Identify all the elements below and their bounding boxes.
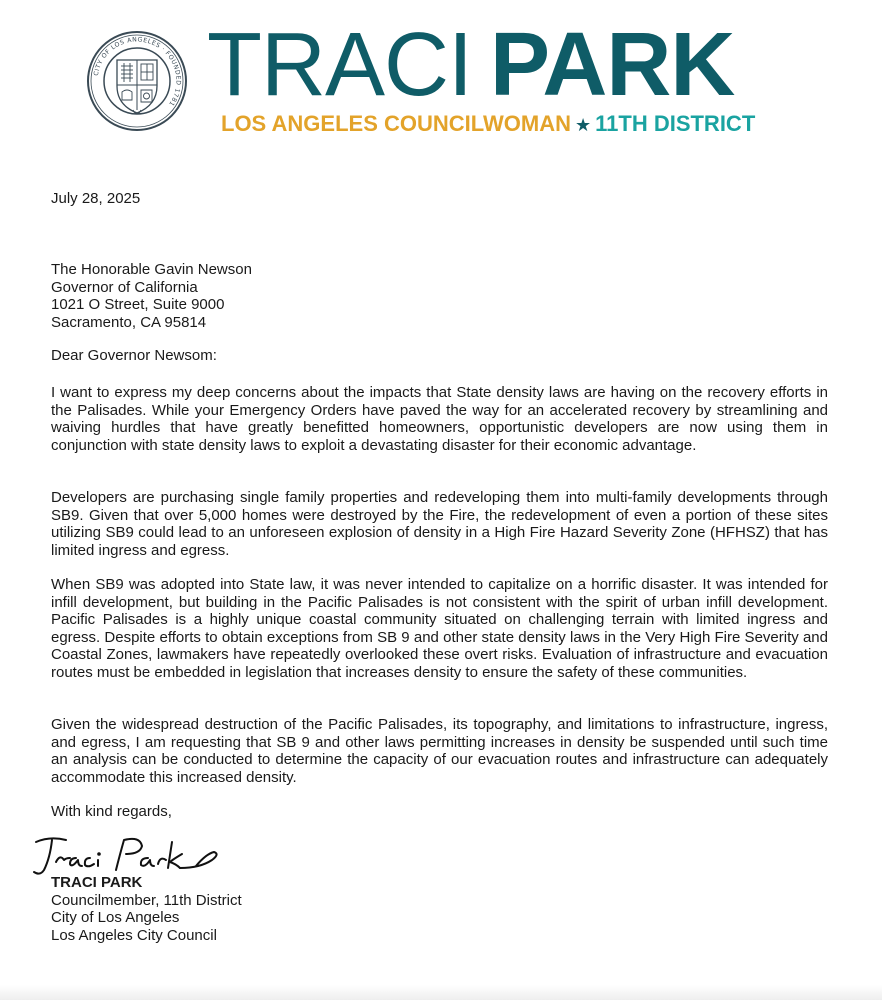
body-paragraph-1: I want to express my deep concerns about the impacts that State density laws are having on the recovery efforts in the Palisades. While your Emergency Orders have paved the way for an accelerated recovery by streamlining and waiving hurdles that have greatly benefitted homeowners, opportunistic developers are now using them in conjunction with state density laws to exploit a devastating disaster for their economic advantage. <box>51 384 828 454</box>
salutation: Dear Governor Newsom: <box>51 347 217 364</box>
signature-block <box>51 874 242 944</box>
star-icon: ★ <box>574 115 592 135</box>
signer-org-council: Los Angeles City Council <box>51 926 217 944</box>
recipient-address <box>51 261 252 331</box>
tagline-city: LOS ANGELES <box>221 111 378 136</box>
body-paragraph-2: Developers are purchasing single family properties and redeveloping them into multi-family developments through SB9. Given that over 5,000 homes were destroyed by the Fire, the redevelopment of even a portion of these sites utilizing SB9 could lead to an unforeseen explosion of density in a High Fire Hazard Severity Zone (HFHSZ) that has limited ingress and egress. <box>51 489 828 559</box>
letterhead-tagline <box>221 111 755 138</box>
letter-date: July 28, 2025 <box>51 190 141 207</box>
signer-org-city: City of Los Angeles <box>51 909 180 926</box>
letterhead-name <box>207 15 735 115</box>
seal-text: CITY OF LOS ANGELES · FOUNDED 1781 <box>92 36 182 108</box>
letterhead-last-name: PARK <box>490 15 735 115</box>
recipient-name: The Honorable Gavin Newson <box>51 261 252 278</box>
recipient-street: 1021 O Street, Suite 9000 <box>51 296 225 313</box>
signer-name: TRACI PARK <box>51 874 143 891</box>
body-paragraph-4: Given the widespread destruction of the Pacific Palisades, its topography, and limitations to infrastructure, ingress, and egress, I am requesting that SB 9 and other laws permitting increases in density be suspended until such time an analysis can be conducted to determine the capacity of our evacuation routes and infrastructure can adequately accommodate this increased density. <box>51 716 828 786</box>
recipient-title: Governor of California <box>51 278 198 296</box>
body-paragraph-3: When SB9 was adopted into State law, it was never intended to capitalize on a horrific disaster. It was intended for infill development, but building in the Pacific Palisades is not consistent with the spirit of urban infill development. Pacific Palisades is a highly unique coastal community situated on challenging terrain with limited ingress and egress. Despite efforts to obtain exceptions from SB 9 and other state density laws in the Very High Fire Severity and Coastal Zones, lawmakers have repeatedly overlooked these overt risks. Evaluation of infrastructure and evacuation routes must be embedded in legislation that increases density to ensure the safety of these communities. <box>51 576 828 681</box>
page-edge <box>0 985 882 1000</box>
signer-title: Councilmember, 11th District <box>51 891 242 909</box>
tagline-title: COUNCILWOMAN <box>384 111 571 136</box>
closing: With kind regards, <box>51 803 172 820</box>
city-seal-logo <box>86 30 188 132</box>
tagline-district: 11TH DISTRICT <box>595 111 756 136</box>
letterhead-first-name: TRACI <box>207 15 472 115</box>
recipient-city: Sacramento, CA 95814 <box>51 313 207 331</box>
